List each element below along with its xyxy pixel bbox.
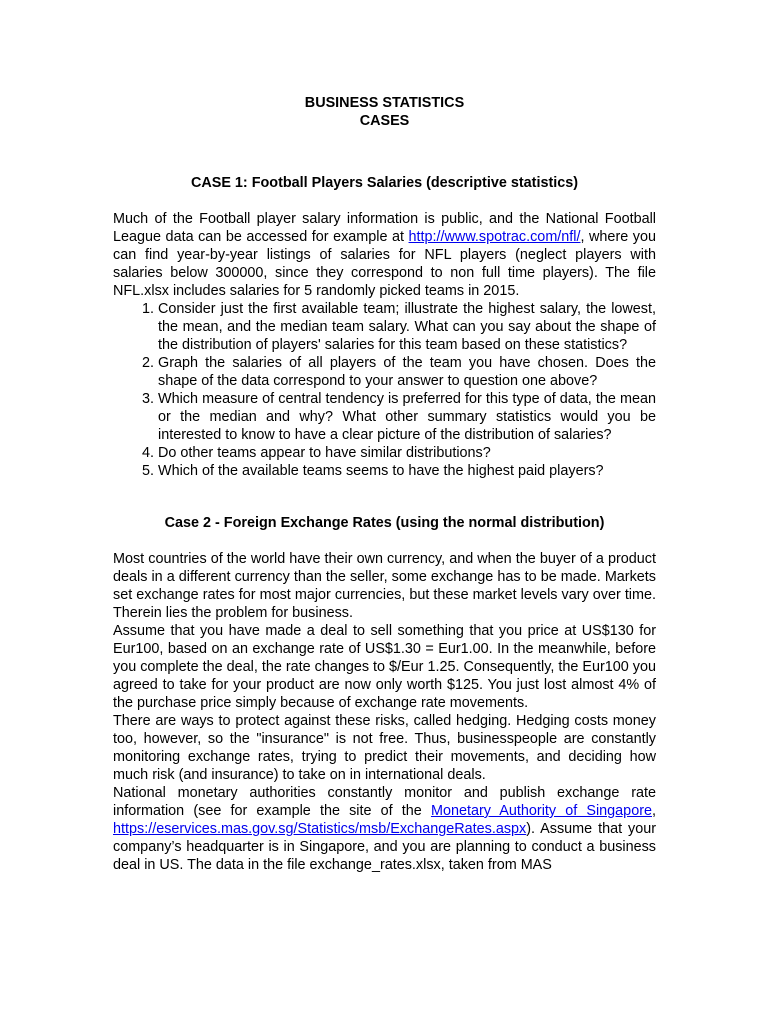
case1-question-1: 1. Consider just the first available team; illustrate the highest salary, the lowest, the mean, and the median team salary. What can you say about the shape of the distribution of players' salaries for this team based on these statistics? <box>158 300 656 354</box>
case2-paragraph-3: There are ways to protect against these risks, called hedging. Hedging costs money too, however, so the "insurance" is not free. Thus, businesspeople are constantly monitoring exchange rates, trying to predict their movements, and deciding how much risk (and insurance) to take on in international deals. <box>113 713 656 783</box>
case2-heading: Case 2 - Foreign Exchange Rates (using the normal distribution) <box>164 515 605 531</box>
case1-question-list <box>113 300 656 480</box>
document-title-line2: CASES <box>359 113 410 129</box>
case1-heading: CASE 1: Football Players Salaries (descriptive statistics) <box>190 175 579 191</box>
case1-intro-text-a: Much of the Football player salary information is public, and the National Football League data can be accessed for example at <box>113 211 656 245</box>
mas-link[interactable]: Monetary Authority of Singapore <box>430 803 652 819</box>
document-title-line1: BUSINESS STATISTICS <box>304 95 465 111</box>
case1-question-2: 2. Graph the salaries of all players of the team you have chosen. Does the shape of the data correspond to your answer to question one above? <box>158 354 656 390</box>
case1-question-4: 4. Do other teams appear to have similar distributions? <box>158 444 656 462</box>
case2-paragraph-4-text-c: ). Assume that your company’s headquarter is in Singapore, and you are planning to conduct a business deal in US. The data in the file exchange_rates.xlsx, taken from MAS <box>113 821 656 873</box>
mas-exchange-rates-link[interactable]: https://eservices.mas.gov.sg/Statistics/msb/ExchangeRates.aspx <box>113 821 527 837</box>
document-page <box>113 94 656 874</box>
case2-paragraph-4 <box>113 784 656 874</box>
case2-paragraph-4-text-b: , <box>652 803 656 819</box>
case1-intro-text-b: , where you can find year-by-year listings of salaries for NFL players (neglect players with salaries below 300000, since they correspond to non full time players). The file NFL.xlsx includes salaries for 5 randomly picked teams in 2015. <box>113 229 656 299</box>
spotrac-link[interactable]: http://www.spotrac.com/nfl/ <box>408 229 581 245</box>
case2-paragraph-1: Most countries of the world have their own currency, and when the buyer of a product deals in a different currency than the seller, some exchange has to be made. Markets set exchange rates for most major currencies, but these market levels vary over time. Therein lies the problem for business. <box>113 551 656 621</box>
case1-question-3: 3. Which measure of central tendency is preferred for this type of data, the mean or the median and why? What other summary statistics would you be interested to know to have a clear picture of the distribution of salaries? <box>158 390 656 444</box>
case2-paragraph-2: Assume that you have made a deal to sell something that you price at US$130 for Eur100, based on an exchange rate of US$1.30 = Eur1.00. In the meanwhile, before you complete the deal, the rate changes to $/Eur 1.25. Consequently, the Eur100 you agreed to take for your product are now only worth $125. You just lost almost 4% of the purchase price simply because of exchange rate movements. <box>113 623 656 711</box>
case1-intro <box>113 210 656 300</box>
case1-question-5: 5. Which of the available teams seems to have the highest paid players? <box>158 462 656 480</box>
case2-paragraph-4-text-a: National monetary authorities constantly monitor and publish exchange rate information (see for example the site of the <box>113 785 656 819</box>
